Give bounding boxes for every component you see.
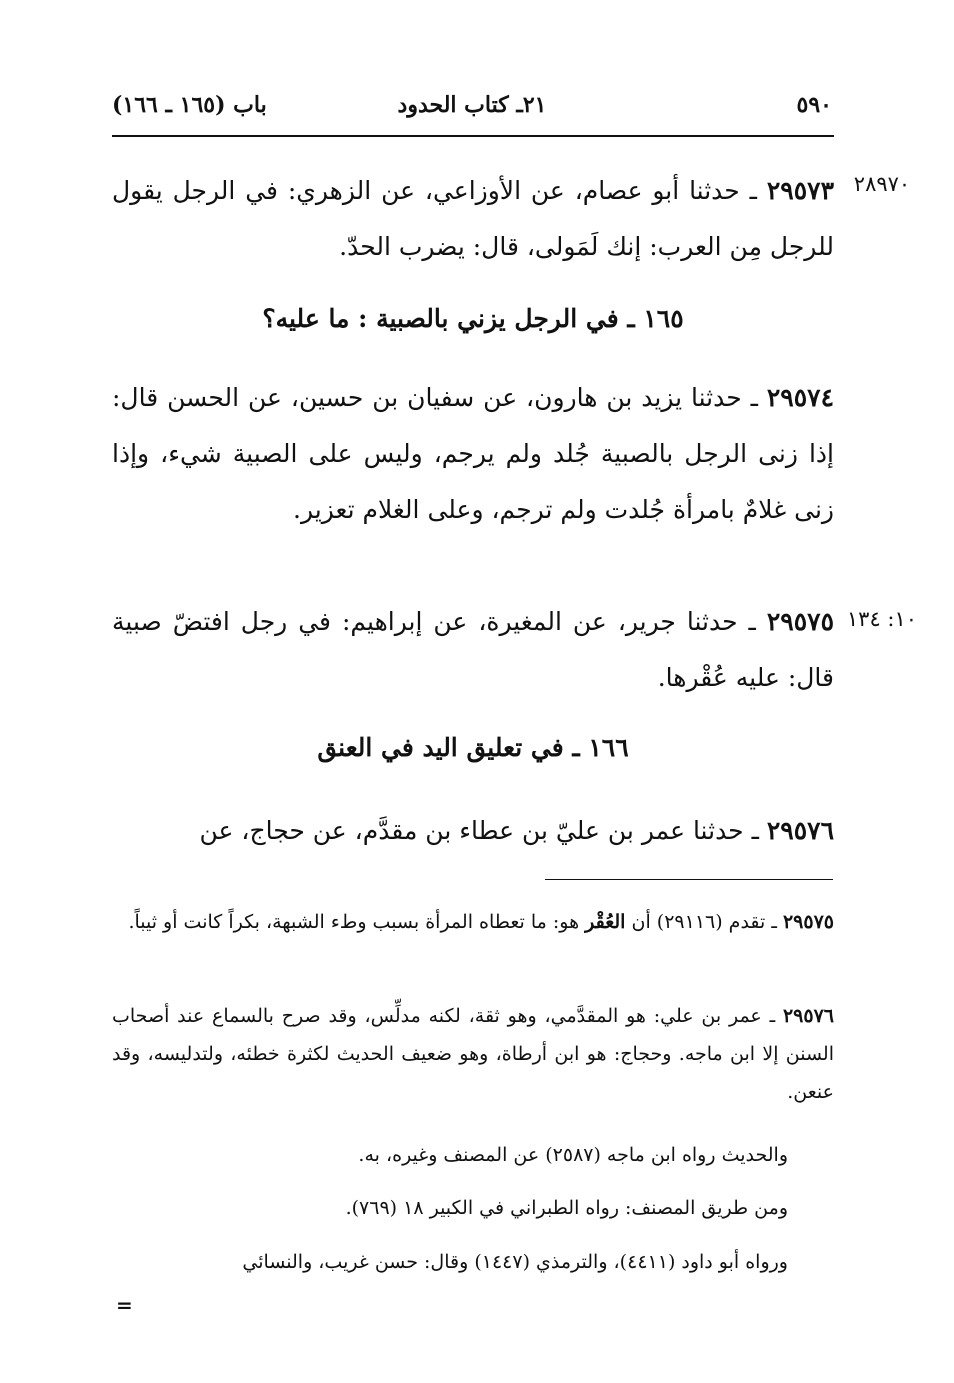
footnote-line: ورواه أبو داود (٤٤١١)، والترمذي (١٤٤٧) وقال: حسن غريب، والنسائي (242, 1251, 788, 1273)
hadith-text: ـ حدثنا أبو عصام، عن الأوزاعي، عن الزهري: في الرجل يقول للرجل مِن العرب: إنك لَمَولى، قال: يضرب الحدّ. (112, 176, 834, 261)
footnote (112, 903, 834, 941)
margin-reference: ١٠: ١٣٤ (846, 607, 918, 631)
hadith-entry (112, 594, 834, 706)
hadith-text: ـ حدثنا جرير، عن المغيرة، عن إبراهيم: في رجل افتضّ صبية قال: عليه عُقْرها. (112, 607, 834, 692)
hadith-entry (112, 370, 834, 538)
footnote-line: ومن طريق المصنف: رواه الطبراني في الكبير ١٨ (٧٦٩). (345, 1197, 788, 1219)
page-number: ٥٩٠ (796, 92, 832, 118)
hadith-number: ٢٩٥٧٦ (766, 816, 834, 845)
book-title: ٢١ـ كتاب الحدود (397, 92, 547, 118)
footnote-text: هو: ما تعطاه المرأة بسبب وطء الشبهة، بكراً كانت أو ثيباً. (128, 911, 586, 933)
hadith-text: ـ حدثنا عمر بن عليّ بن عطاء بن مقدَّم، عن حجاج، عن (199, 816, 767, 845)
hadith-entry (112, 803, 834, 859)
chapter-range: باب (١٦٥ ـ ١٦٦) (112, 92, 267, 118)
continuation-mark: = (116, 1293, 133, 1317)
footnote (112, 997, 834, 1111)
chapter-heading: ١٦٦ ـ في تعليق اليد في العنق (317, 733, 629, 762)
hadith-text: ـ حدثنا يزيد بن هارون، عن سفيان بن حسين، عن الحسن قال: إذا زنى الرجل بالصبية جُلد ولم يرجم، وليس على الصبية شيء، وإذا زنى غلامٌ بامرأة جُلدت ولم ترجم، وعلى الغلام تعزير. (112, 383, 834, 524)
footnote-text: ـ تقدم (٢٩١١٦) أن (625, 911, 783, 933)
chapter-heading: ١٦٥ ـ في الرجل يزني بالصبية : ما عليه؟ (262, 304, 684, 333)
margin-reference: ٢٨٩٧٠ (853, 172, 911, 196)
header-divider (112, 135, 834, 137)
hadith-number: ٢٩٥٧٣ (766, 176, 834, 205)
footnote-divider (545, 879, 833, 880)
footnote-text: ـ عمر بن علي: هو المقدَّمي، وهو ثقة، لكنه مدلِّس، وقد صرح بالسماع عند أصحاب السنن إلا ابن ماجه. وحجاج: هو ابن أرطاة، وهو ضعيف الحديث لكثرة خطئه، ولتدليسه، وقد عنعن. (112, 1005, 834, 1103)
footnote-term: العُقْر (585, 911, 626, 933)
running-header (112, 92, 832, 126)
footnote-number: ٢٩٥٧٥ (782, 911, 834, 933)
hadith-number: ٢٩٥٧٥ (766, 607, 834, 636)
hadith-number: ٢٩٥٧٤ (766, 383, 834, 412)
footnote-number: ٢٩٥٧٦ (782, 1005, 834, 1027)
footnote-line: والحديث رواه ابن ماجه (٢٥٨٧) عن المصنف وغيره، به. (358, 1144, 788, 1166)
hadith-entry (112, 163, 834, 275)
